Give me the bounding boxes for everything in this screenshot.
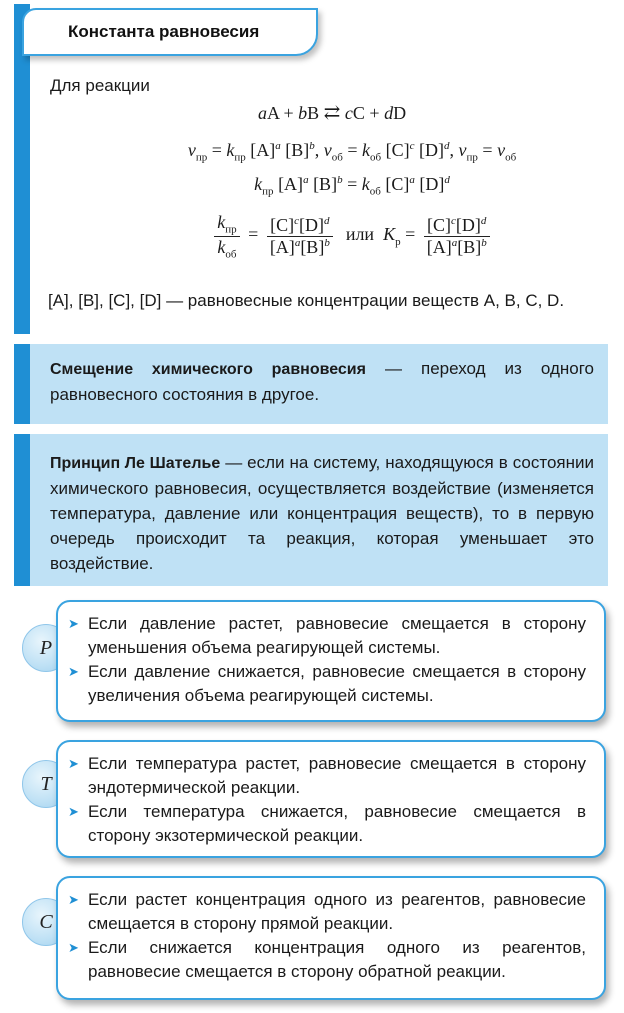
list-item-text: Если температура растет, равновесие смещается в сторону эндотермической реакции. [88, 754, 586, 797]
list-item-text: Если давление растет, равновесие смещается в сторону уменьшения объема реагирующей системы. [88, 614, 586, 657]
concentration-factor-card [56, 876, 606, 1000]
section-title: Константа равновесия [22, 8, 318, 56]
concentration-symbol-badge: C [22, 898, 70, 946]
lechatelier-term: Принцип Ле Шателье [50, 455, 221, 472]
list-item [68, 936, 586, 984]
bullet-arrow-icon: ➤ [68, 616, 79, 631]
reaction-equation: aA + bB ⇄ cC + dD [257, 102, 407, 124]
bullet-arrow-icon: ➤ [68, 804, 79, 819]
equilibrium-constant-formula: $\frac{k_{пр}}{k_{об}}$ = $\frac{[C]^c[D]^d}{[A]^a[B]^b}$ или $K_р$ = $\frac{[C]^c[D]^d}{[A]^a[B]^b}$ [40, 212, 624, 260]
pressure-factor-card [56, 600, 606, 722]
intro-text: Для реакции [50, 76, 150, 95]
list-item [68, 752, 586, 800]
pressure-symbol-badge: P [22, 624, 70, 672]
bullet-arrow-icon: ➤ [68, 940, 79, 955]
concentrations-note: [A], [B], [C], [D] — равновесные концентрации веществ A, B, C, D. [48, 291, 565, 310]
shift-term: Смещение химического равновесия [50, 361, 366, 378]
list-item-text: Если температура снижается, равновесие смещается в сторону экзотермической реакции. [88, 802, 586, 845]
list-item [68, 888, 586, 936]
temperature-symbol-badge: T [22, 760, 70, 808]
list-item-text: Если давление снижается, равновесие смещается в сторону увеличения объема реагирующей системы. [88, 662, 586, 705]
bullet-arrow-icon: ➤ [68, 892, 79, 907]
rate-equality: $k_{пр}$ $[A]^a$ $[B]^b = k_{об}$ $[C]^a$ $[D]^d$ [254, 174, 450, 198]
shift-definition-box [14, 344, 608, 424]
lechatelier-text: — если на систему, находящуюся в состоянии химического равновесия, осуществляется воздействие (изменяется температура, давление или концентрация веществ), то в первую очередь происходит та реакция, которая уменьшает это воздействие. [50, 453, 594, 573]
rate-equations: $v_{пр} = k_{пр}$ $[A]^a$ $[B]^b$, $v_{об} = k_{об}$ $[C]^c$ $[D]^d$, $v_{пр} = v_{об}$ [187, 140, 517, 164]
list-item [68, 660, 586, 708]
bullet-arrow-icon: ➤ [68, 664, 79, 679]
bullet-arrow-icon: ➤ [68, 756, 79, 771]
list-item-text: Если снижается концентрация одного из реагентов, равновесие смещается в сторону обратной реакции. [88, 938, 586, 981]
list-item [68, 800, 586, 848]
list-item [68, 612, 586, 660]
list-item-text: Если растет концентрация одного из реагентов, равновесие смещается в сторону прямой реакции. [88, 890, 586, 933]
temperature-factor-card [56, 740, 606, 858]
lechatelier-definition-box [14, 434, 608, 586]
shift-text: — переход из одного равновесного состояния в другое. [50, 359, 594, 404]
equilibrium-constant-section [0, 0, 624, 338]
